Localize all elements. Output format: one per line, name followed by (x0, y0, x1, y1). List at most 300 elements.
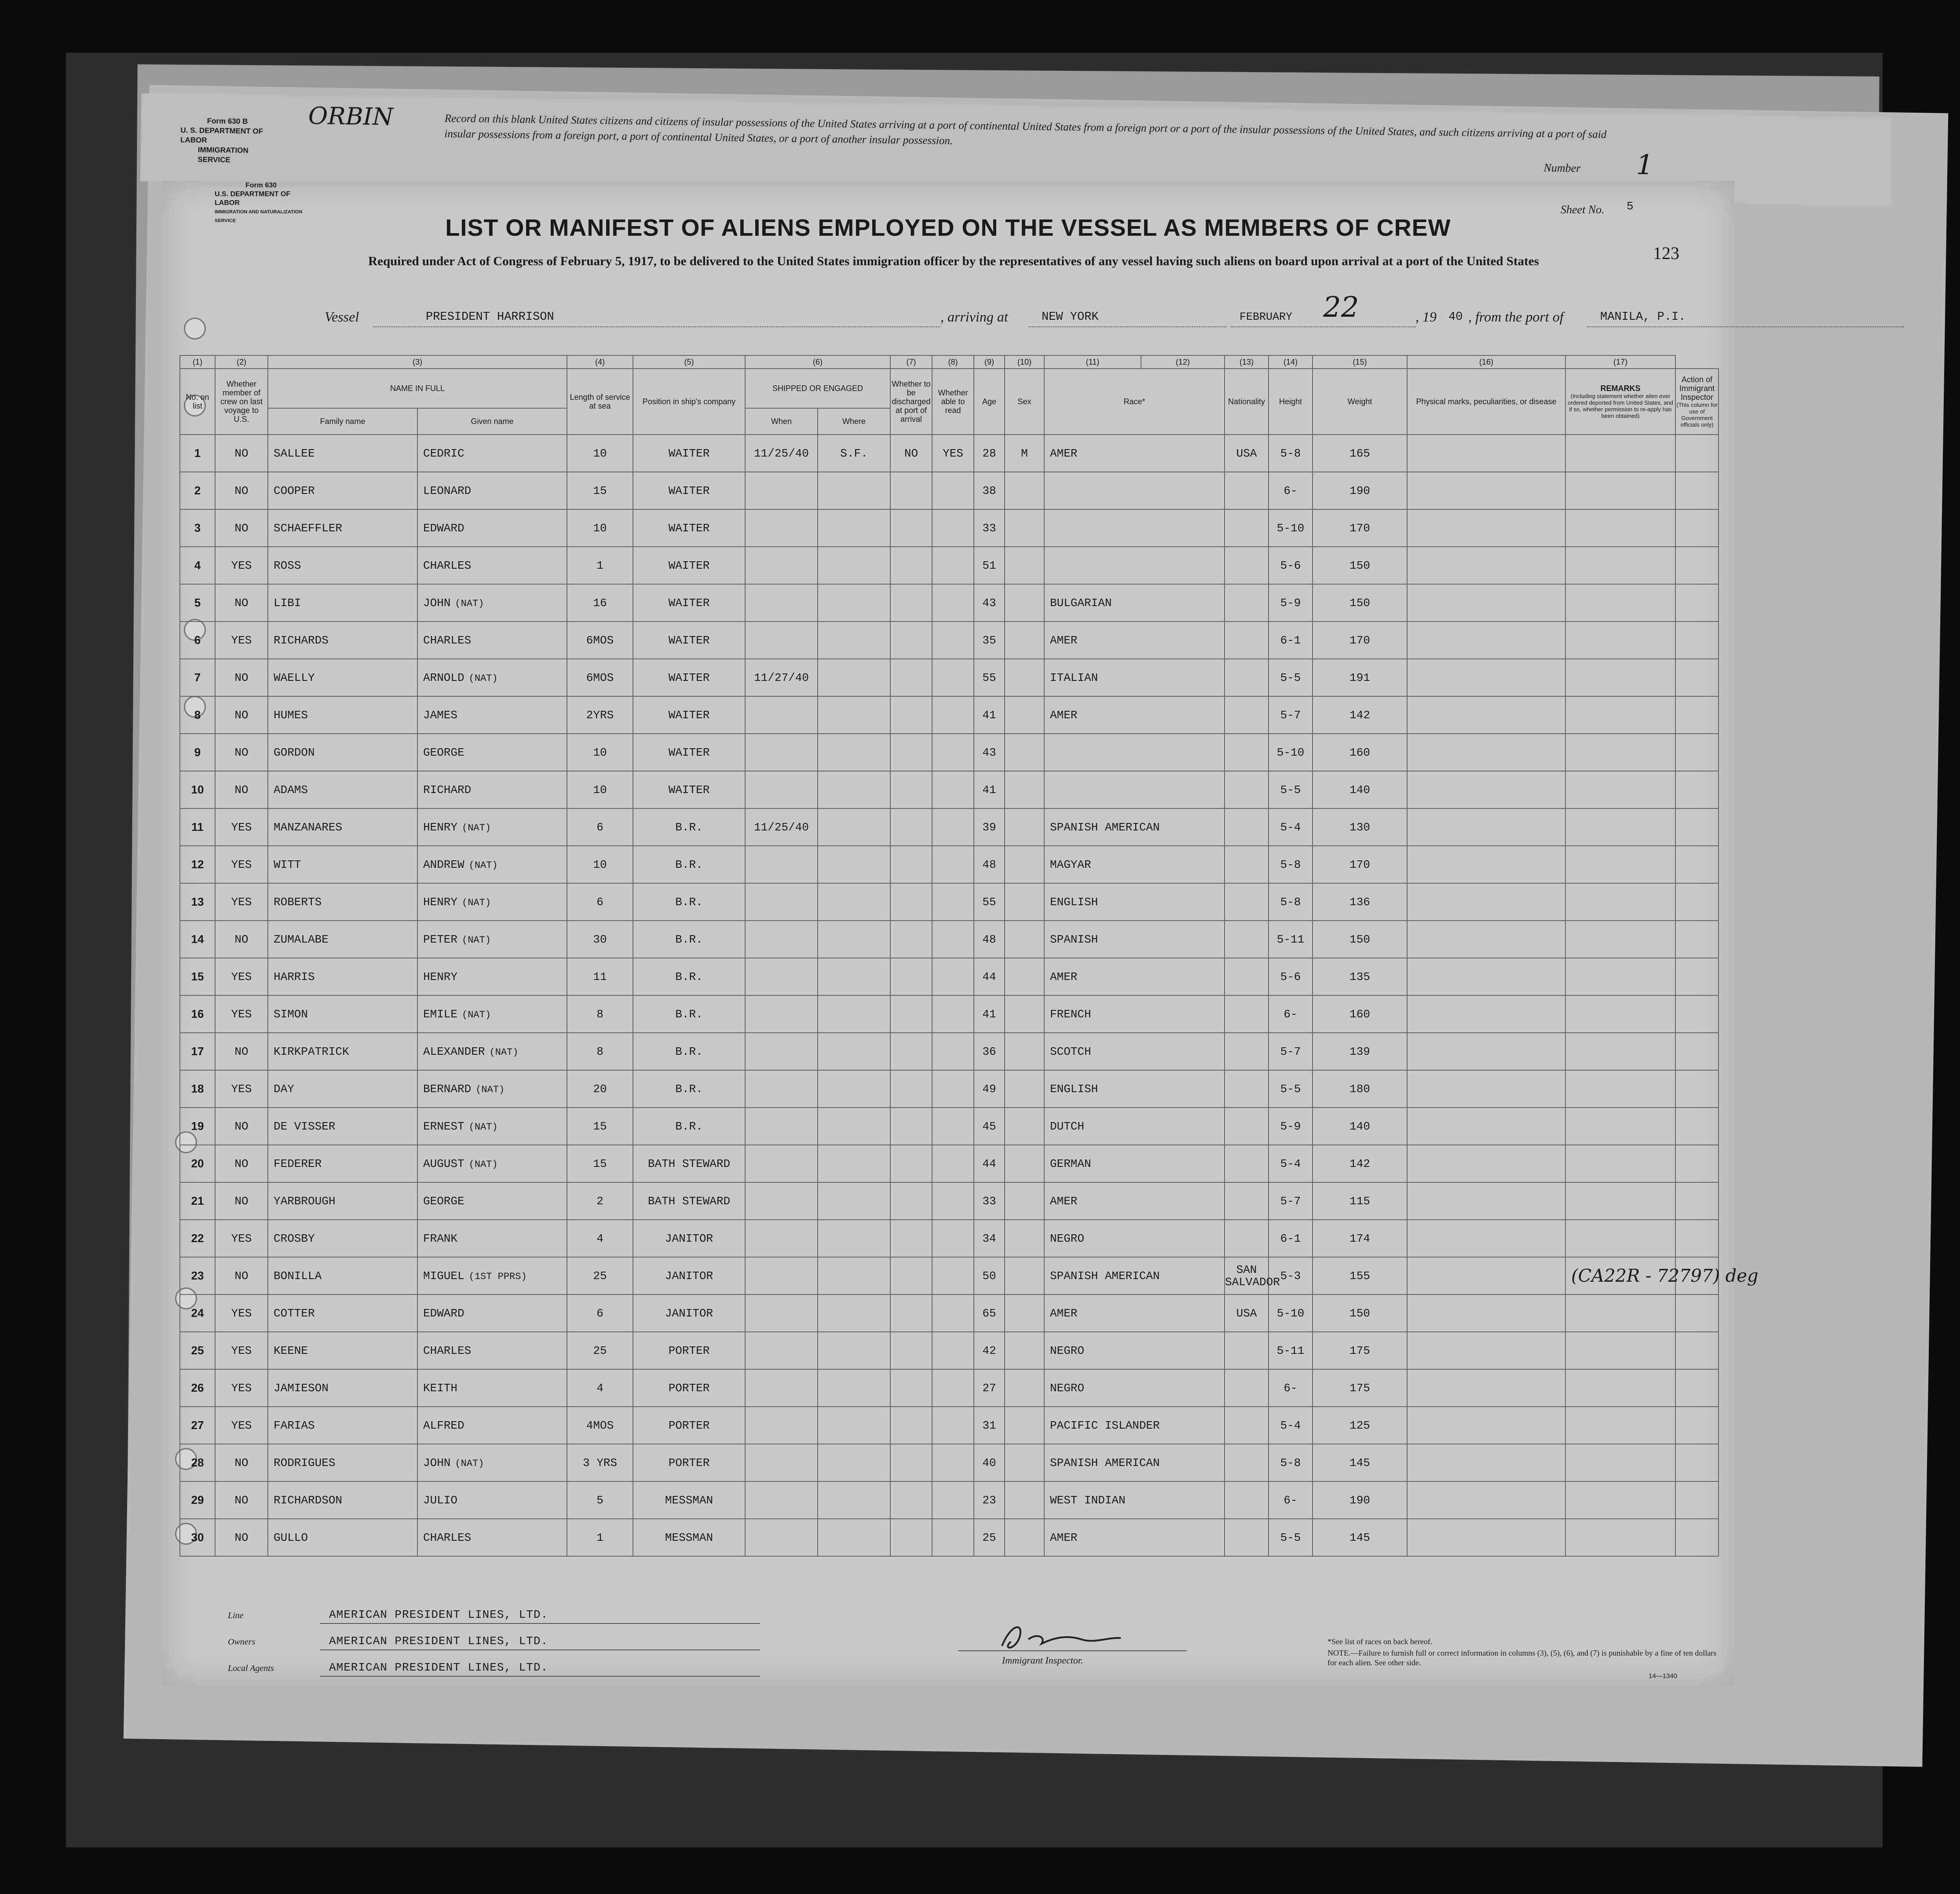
cell-family-name (268, 1369, 417, 1407)
cell-position (633, 846, 745, 883)
race-text: SPANISH AMERICAN (1050, 1456, 1160, 1470)
cell-discharged (890, 1407, 932, 1444)
cell-shipped-when (745, 1070, 818, 1108)
cell-last-voyage (215, 1519, 268, 1556)
cell-last-voyage (215, 1257, 268, 1294)
cell-age (974, 1108, 1005, 1145)
cell-physical-marks (1407, 659, 1565, 696)
col-num-13: (13) (1225, 355, 1269, 369)
owners-value: AMERICAN PRESIDENT LINES, LTD. (329, 1634, 549, 1648)
cell-age (974, 584, 1005, 622)
naturalization-note: (1ST PPRS) (468, 1271, 527, 1282)
able-to-read-text: YES (943, 446, 963, 460)
given-name-text: CHARLES (423, 559, 472, 572)
cell-remarks (1565, 883, 1675, 921)
cell-row-number (180, 1257, 215, 1294)
given-name-text: RICHARD (423, 783, 472, 797)
cell-able-to-read (932, 1257, 974, 1294)
cell-service-length (567, 547, 633, 584)
number-value: 1 (1636, 148, 1654, 181)
cell-service-length (567, 622, 633, 659)
manifest-form-number: Form 630 (245, 182, 277, 189)
naturalization-note: (NAT) (455, 1458, 484, 1469)
family-name-text: DAY (274, 1082, 294, 1096)
row-number-text: 2 (194, 484, 201, 497)
crew-row (180, 435, 1719, 472)
cell-family-name (268, 435, 417, 472)
service-length-text: 4 (596, 1381, 603, 1395)
last-voyage-text: YES (231, 895, 252, 909)
weight-text: 150 (1349, 596, 1370, 610)
cell-discharged (890, 1294, 932, 1332)
age-text: 23 (982, 1493, 996, 1507)
last-voyage-text: NO (234, 1531, 249, 1544)
col-num-5: (5) (633, 355, 745, 369)
position-text: JANITOR (665, 1306, 713, 1320)
cell-inspector-action (1675, 1369, 1719, 1407)
cell-height (1269, 1369, 1313, 1407)
crew-row (180, 547, 1719, 584)
cell-position (633, 1257, 745, 1294)
cell-given-name (417, 435, 567, 472)
cell-shipped-when (745, 622, 818, 659)
cell-last-voyage (215, 1407, 268, 1444)
cell-nationality (1225, 547, 1269, 584)
cell-nationality (1225, 622, 1269, 659)
crew-row (180, 846, 1719, 883)
cell-row-number (180, 846, 215, 883)
height-text: 5-5 (1280, 671, 1301, 684)
race-text: SPANISH (1050, 932, 1098, 946)
given-name-text: ERNEST (423, 1119, 464, 1133)
cell-discharged (890, 584, 932, 622)
cell-sex (1005, 771, 1044, 808)
cell-service-length (567, 883, 633, 921)
height-text: 5-4 (1280, 820, 1301, 834)
age-text: 27 (982, 1381, 996, 1395)
height-text: 6-1 (1280, 633, 1301, 647)
cell-remarks (1565, 1519, 1675, 1556)
cell-shipped-when (745, 696, 818, 734)
cell-race (1044, 734, 1225, 771)
cell-physical-marks (1407, 1257, 1565, 1294)
cell-age (974, 1033, 1005, 1070)
nationality-text: SAN SALVADOR (1225, 1263, 1280, 1289)
service-length-text: 3 YRS (582, 1456, 617, 1470)
cell-row-number (180, 734, 215, 771)
row-number-text: 24 (191, 1306, 204, 1320)
cell-physical-marks (1407, 509, 1565, 547)
cell-sex (1005, 1182, 1044, 1220)
cell-last-voyage (215, 1033, 268, 1070)
service-length-text: 6 (596, 1306, 603, 1320)
cell-discharged (890, 472, 932, 509)
weight-text: 174 (1349, 1232, 1370, 1245)
last-voyage-text: NO (234, 932, 249, 946)
position-text: WAITER (668, 596, 710, 610)
cell-age (974, 472, 1005, 509)
race-text: AMER (1050, 633, 1078, 647)
cell-remarks (1565, 1332, 1675, 1369)
cell-race (1044, 1294, 1225, 1332)
last-voyage-text: YES (231, 633, 252, 647)
cell-family-name (268, 1407, 417, 1444)
cell-race (1044, 547, 1225, 584)
cell-able-to-read (932, 846, 974, 883)
inspector-note: (This column for use of Government officials only) (1676, 402, 1718, 428)
position-text: JANITOR (665, 1232, 713, 1245)
position-text: MESSMAN (665, 1493, 713, 1507)
row-number-text: 22 (191, 1232, 204, 1245)
cell-row-number (180, 1070, 215, 1108)
cell-height (1269, 734, 1313, 771)
cell-remarks (1565, 846, 1675, 883)
cell-last-voyage (215, 1108, 268, 1145)
cell-position (633, 509, 745, 547)
position-text: B.R. (675, 1119, 703, 1133)
col-num-7: (7) (890, 355, 932, 369)
cell-race (1044, 958, 1225, 995)
cell-able-to-read (932, 1481, 974, 1519)
last-voyage-text: NO (234, 746, 249, 759)
weight-text: 142 (1349, 1157, 1370, 1170)
last-voyage-text: YES (231, 1344, 252, 1357)
cell-inspector-action (1675, 472, 1719, 509)
cell-age (974, 1444, 1005, 1481)
col-header-shipped: SHIPPED OR ENGAGED (745, 369, 890, 408)
cell-physical-marks (1407, 995, 1565, 1033)
height-text: 5-8 (1280, 1456, 1301, 1470)
cell-family-name (268, 1332, 417, 1369)
height-text: 6- (1284, 484, 1298, 497)
cell-nationality (1225, 584, 1269, 622)
age-text: 41 (982, 783, 996, 797)
family-name-text: KIRKPATRICK (274, 1045, 349, 1058)
cell-shipped-when (745, 995, 818, 1033)
cell-race (1044, 995, 1225, 1033)
col-header-no-on-list: No. on list (180, 369, 215, 435)
cell-able-to-read (932, 771, 974, 808)
height-text: 5-6 (1280, 559, 1301, 572)
col-header-read: Whether able to read (932, 369, 974, 435)
cell-shipped-where (818, 509, 890, 547)
crew-row (180, 622, 1719, 659)
cell-discharged (890, 1369, 932, 1407)
weight-text: 170 (1349, 633, 1370, 647)
last-voyage-text: NO (234, 671, 249, 684)
col-num-6: (6) (745, 355, 890, 369)
cell-shipped-where (818, 995, 890, 1033)
cell-sex (1005, 1033, 1044, 1070)
cell-sex (1005, 958, 1044, 995)
cell-service-length (567, 659, 633, 696)
cell-row-number (180, 1145, 215, 1182)
cell-position (633, 1332, 745, 1369)
position-text: B.R. (675, 858, 703, 871)
cell-physical-marks (1407, 622, 1565, 659)
form-number: 14—1340 (1649, 1672, 1678, 1680)
cell-inspector-action (1675, 1519, 1719, 1556)
weight-text: 170 (1349, 858, 1370, 871)
cell-age (974, 921, 1005, 958)
cell-remarks (1565, 1481, 1675, 1519)
cell-given-name (417, 1220, 567, 1257)
cell-weight (1313, 1407, 1407, 1444)
cell-nationality (1225, 1182, 1269, 1220)
cell-sex (1005, 846, 1044, 883)
cell-shipped-where (818, 1294, 890, 1332)
cell-last-voyage (215, 1444, 268, 1481)
inspector-underline (958, 1650, 1187, 1651)
top-form-service: IMMIGRATION SERVICE (197, 146, 249, 165)
cell-family-name (268, 696, 417, 734)
col-num-17: (17) (1565, 355, 1675, 369)
height-text: 5-9 (1280, 596, 1301, 610)
cell-last-voyage (215, 734, 268, 771)
naturalization-note: (NAT) (462, 897, 491, 908)
cell-age (974, 1519, 1005, 1556)
row-number-text: 28 (191, 1456, 204, 1469)
cell-weight (1313, 696, 1407, 734)
cell-discharged (890, 1220, 932, 1257)
cell-position (633, 659, 745, 696)
cell-position (633, 1220, 745, 1257)
cell-inspector-action (1675, 1444, 1719, 1481)
cell-remarks (1565, 509, 1675, 547)
last-voyage-text: NO (234, 521, 249, 535)
date-underline (1231, 326, 1415, 327)
cell-physical-marks (1407, 1108, 1565, 1145)
cell-remarks (1565, 771, 1675, 808)
col-num-12: (12) (1141, 355, 1225, 369)
cell-remarks (1565, 734, 1675, 771)
cell-physical-marks (1407, 883, 1565, 921)
given-name-text: ARNOLD (423, 671, 464, 684)
given-name-text: ANDREW (423, 858, 464, 871)
cell-given-name (417, 1407, 567, 1444)
cell-last-voyage (215, 435, 268, 472)
cell-sex (1005, 1145, 1044, 1182)
age-text: 65 (982, 1306, 996, 1320)
cell-nationality (1225, 1444, 1269, 1481)
given-name-text: ALEXANDER (423, 1045, 485, 1058)
family-name-text: SCHAEFFLER (274, 521, 343, 535)
position-text: WAITER (668, 633, 710, 647)
weight-text: 150 (1349, 1306, 1370, 1320)
cell-height (1269, 1407, 1313, 1444)
cell-able-to-read (932, 509, 974, 547)
cell-age (974, 883, 1005, 921)
cell-weight (1313, 472, 1407, 509)
cell-given-name (417, 547, 567, 584)
service-length-text: 15 (593, 1157, 607, 1170)
cell-given-name (417, 509, 567, 547)
cell-physical-marks (1407, 1033, 1565, 1070)
cell-inspector-action (1675, 1182, 1719, 1220)
cell-remarks (1565, 1257, 1759, 1294)
height-text: 5-8 (1280, 895, 1301, 909)
position-text: WAITER (668, 746, 710, 759)
cell-family-name (268, 1220, 417, 1257)
cell-remarks (1565, 808, 1675, 846)
cell-inspector-action (1675, 958, 1719, 995)
cell-weight (1313, 1033, 1407, 1070)
position-text: WAITER (668, 708, 710, 722)
cell-service-length (567, 958, 633, 995)
cell-service-length (567, 509, 633, 547)
cell-able-to-read (932, 584, 974, 622)
cell-race (1044, 1070, 1225, 1108)
cell-service-length (567, 1108, 633, 1145)
cell-able-to-read (932, 1519, 974, 1556)
cell-height (1269, 696, 1313, 734)
row-number-text: 17 (191, 1045, 204, 1058)
col-header-age: Age (974, 369, 1005, 435)
col-header-family-name: Family name (268, 408, 417, 435)
cell-age (974, 808, 1005, 846)
cell-physical-marks (1407, 1182, 1565, 1220)
family-name-text: KEENE (274, 1344, 308, 1357)
cell-height (1269, 958, 1313, 995)
col-header-height: Height (1269, 369, 1313, 435)
line-value: AMERICAN PRESIDENT LINES, LTD. (329, 1608, 549, 1621)
weight-text: 191 (1349, 671, 1370, 684)
cell-age (974, 659, 1005, 696)
col-header-physical-marks: Physical marks, peculiarities, or disease (1407, 369, 1565, 435)
cell-remarks (1565, 958, 1675, 995)
cell-discharged (890, 1257, 932, 1294)
cell-height (1269, 995, 1313, 1033)
cell-weight (1313, 435, 1407, 472)
manifest-title: LIST OR MANIFEST OF ALIENS EMPLOYED ON THE VESSEL AS MEMBERS OF CREW (445, 215, 1451, 241)
family-name-text: HARRIS (274, 970, 315, 984)
cell-row-number (180, 435, 215, 472)
cell-discharged (890, 659, 932, 696)
race-text: SCOTCH (1050, 1045, 1091, 1058)
cell-nationality (1225, 808, 1269, 846)
cell-service-length (567, 771, 633, 808)
col-header-position: Position in ship's company (633, 369, 745, 435)
col-header-nationality: Nationality (1225, 369, 1269, 435)
height-text: 5-5 (1280, 783, 1301, 797)
height-text: 5-7 (1280, 708, 1301, 722)
cell-shipped-when (745, 1220, 818, 1257)
cell-weight (1313, 509, 1407, 547)
agents-underline (320, 1676, 760, 1677)
cell-weight (1313, 1257, 1407, 1294)
cell-service-length (567, 1145, 633, 1182)
age-text: 41 (982, 1007, 996, 1021)
row-number-text: 12 (191, 858, 204, 871)
cell-family-name (268, 472, 417, 509)
cell-nationality (1225, 1519, 1269, 1556)
height-text: 5-10 (1276, 521, 1305, 535)
cell-family-name (268, 883, 417, 921)
crew-row (180, 1108, 1719, 1145)
weight-text: 150 (1349, 559, 1370, 572)
cell-given-name (417, 659, 567, 696)
last-voyage-text: YES (231, 1419, 252, 1432)
cell-sex (1005, 1519, 1044, 1556)
vessel-name: PRESIDENT HARRISON (426, 311, 554, 324)
col-num-8: (8) (932, 355, 974, 369)
cell-family-name (268, 995, 417, 1033)
cell-sex (1005, 1332, 1044, 1369)
position-text: PORTER (668, 1344, 710, 1357)
given-name-text: MIGUEL (423, 1269, 464, 1283)
cell-given-name (417, 696, 567, 734)
cell-shipped-where (818, 547, 890, 584)
race-text: SPANISH AMERICAN (1050, 820, 1160, 834)
family-name-text: GULLO (274, 1531, 308, 1544)
row-number-text: 15 (191, 970, 204, 983)
weight-text: 142 (1349, 708, 1370, 722)
family-name-text: FARIAS (274, 1419, 315, 1432)
cell-given-name (417, 995, 567, 1033)
crew-row (180, 509, 1719, 547)
cell-weight (1313, 1444, 1407, 1481)
cell-physical-marks (1407, 1444, 1565, 1481)
line-label: Line (228, 1611, 244, 1620)
height-text: 5-11 (1276, 1344, 1305, 1357)
cell-service-length (567, 1332, 633, 1369)
last-voyage-text: NO (234, 1119, 249, 1133)
service-length-text: 11 (593, 970, 607, 984)
cell-nationality (1225, 472, 1269, 509)
cell-remarks (1565, 1182, 1675, 1220)
position-text: WAITER (668, 783, 710, 797)
cell-height (1269, 921, 1313, 958)
age-text: 55 (982, 895, 996, 909)
cell-physical-marks (1407, 958, 1565, 995)
weight-text: 160 (1349, 746, 1370, 759)
cell-row-number (180, 958, 215, 995)
owners-label: Owners (228, 1637, 256, 1647)
cell-shipped-where (818, 1070, 890, 1108)
col-num-2: (2) (215, 355, 268, 369)
cell-discharged (890, 1519, 932, 1556)
top-form-record-text: Record on this blank United States citizens and citizens of insular possessions of the United States arriving at a port of continental United States from a foreign port or a port of the insular possessions of the United States, and such citizens arriving at a port of said insular possessions from a foreign port, a port of continental United States, or a port of another insular possession. (444, 112, 1607, 147)
cell-height (1269, 771, 1313, 808)
manifest-subtitle: Required under Act of Congress of February 5, 1917, to be delivered to the United States immigration officer by the representatives of any vessel having such aliens on board upon arrival at a port of the United States (368, 254, 1539, 268)
shipped-when-text: 11/27/40 (754, 671, 809, 684)
cell-inspector-action (1675, 1145, 1719, 1182)
cell-family-name (268, 1294, 417, 1332)
cell-family-name (268, 771, 417, 808)
cell-height (1269, 622, 1313, 659)
last-voyage-text: NO (234, 708, 249, 722)
cell-nationality (1225, 509, 1269, 547)
cell-race (1044, 808, 1225, 846)
service-length-text: 25 (593, 1344, 607, 1357)
cell-shipped-where (818, 696, 890, 734)
cell-shipped-where (818, 921, 890, 958)
family-name-text: LIBI (274, 596, 301, 610)
cell-nationality (1225, 921, 1269, 958)
crew-row (180, 659, 1719, 696)
row-number-text: 25 (191, 1344, 204, 1357)
cell-service-length (567, 1220, 633, 1257)
cell-race (1044, 1220, 1225, 1257)
cell-last-voyage (215, 1294, 268, 1332)
cell-family-name (268, 584, 417, 622)
crew-row (180, 1220, 1719, 1257)
manifest-dept: U.S. DEPARTMENT OF LABOR (215, 190, 291, 207)
cell-able-to-read (932, 995, 974, 1033)
naturalization-note: (NAT) (462, 934, 491, 946)
cell-race (1044, 1369, 1225, 1407)
agents-label: Local Agents (228, 1664, 274, 1673)
